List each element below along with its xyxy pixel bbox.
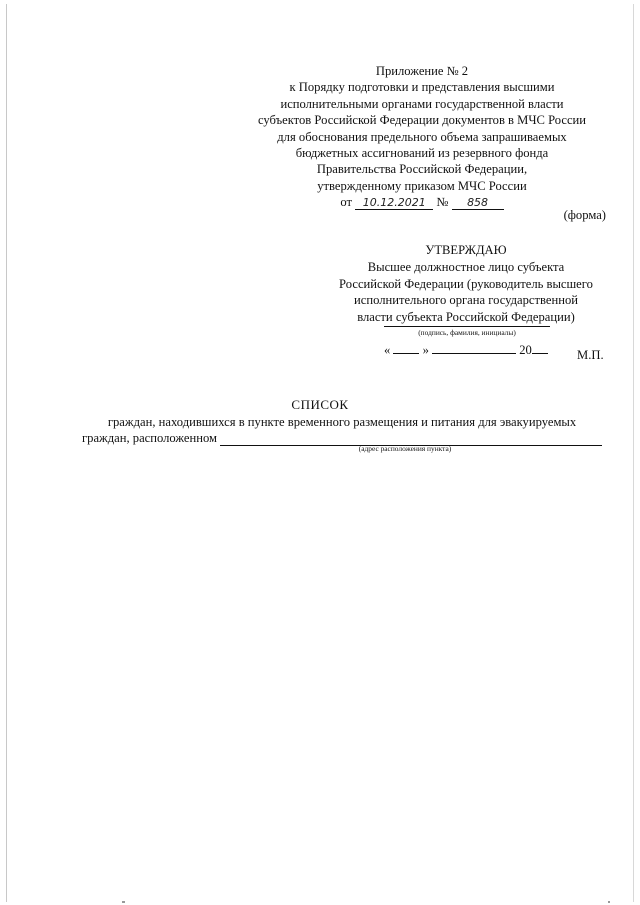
scan-speck: [608, 901, 610, 903]
appendix-line: исполнительными органами государственной власти: [280, 96, 564, 111]
appendix-title: Приложение № 2: [375, 64, 469, 78]
order-from-label: от: [340, 195, 353, 210]
signature-caption: (подпись, фамилия, инициалы): [418, 328, 516, 337]
quote-close: »: [422, 343, 429, 357]
appendix-line: к Порядку подготовки и представления высшими: [289, 80, 555, 95]
form-label: (форма): [563, 208, 606, 222]
order-number-handwritten: 858: [452, 196, 504, 210]
quote-open: «: [384, 343, 391, 357]
day-blank: [393, 341, 419, 354]
appendix-line: субъектов Российской Федерации документов в МЧС России: [257, 113, 587, 128]
list-line-1: граждан, находившихся в пункте временного размещения и питания для эвакуируемых: [107, 415, 577, 429]
order-number-label: №: [436, 195, 449, 210]
scan-speck: [122, 901, 125, 903]
approve-heading: УТВЕРЖДАЮ: [425, 243, 507, 257]
appendix-line: бюджетных ассигнований из резервного фонда: [295, 146, 549, 161]
stamp-placeholder: М.П.: [577, 348, 604, 362]
approve-block: [330, 242, 602, 325]
month-blank: [432, 341, 516, 354]
order-reference: [252, 194, 592, 210]
approval-date-line: [384, 341, 548, 358]
year-prefix: 20: [519, 343, 532, 357]
approve-line: исполнительного органа государственной: [354, 293, 578, 308]
appendix-block: [252, 63, 592, 211]
list-line-2-text: граждан, расположенном: [82, 431, 218, 445]
signature-block: [384, 326, 550, 338]
year-blank: [532, 341, 548, 354]
list-title: СПИСОК: [291, 397, 349, 412]
appendix-line: для обоснования предельного объема запрашиваемых: [277, 129, 567, 144]
appendix-line: Правительства Российской Федерации,: [316, 162, 528, 177]
order-date-handwritten: 10.12.2021: [355, 196, 433, 210]
address-caption: (адрес расположения пункта): [358, 444, 452, 453]
appendix-line: утвержденному приказом МЧС России: [317, 178, 527, 193]
approve-line: Российской Федерации (руководитель высшего: [339, 276, 593, 291]
signature-line: [384, 326, 550, 327]
list-description: [82, 414, 602, 446]
approve-line: Высшее должностное лицо субъекта: [367, 260, 565, 275]
approve-line: власти субъекта Российской Федерации): [357, 309, 575, 324]
